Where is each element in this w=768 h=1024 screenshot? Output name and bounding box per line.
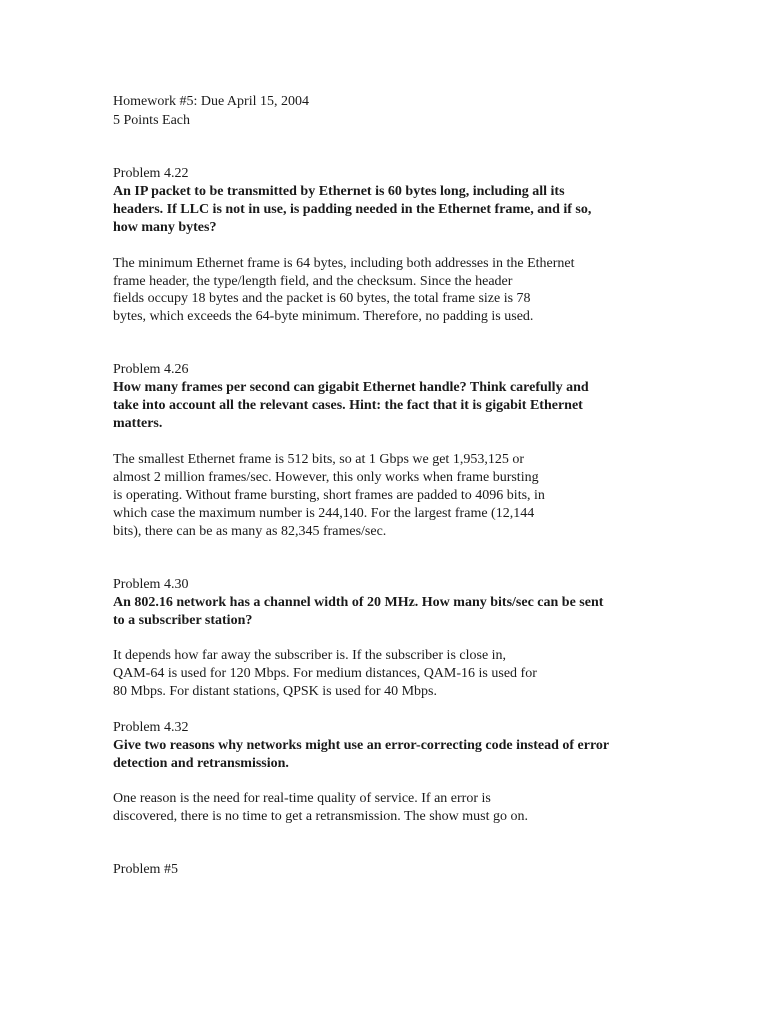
problem-question-line: An 802.16 network has a channel width of 20 MHz. How many bits/sec can be sent	[113, 595, 604, 610]
problem-answer-line: 80 Mbps. For distant stations, QPSK is used for 40 Mbps.	[113, 684, 437, 699]
problem-answer-line: QAM-64 is used for 120 Mbps. For medium distances, QAM-16 is used for	[113, 666, 537, 681]
problem-answer-line: The minimum Ethernet frame is 64 bytes, including both addresses in the Ethernet	[113, 256, 575, 271]
problem-label: Problem 4.22	[113, 166, 189, 181]
problem-answer-line: frame header, the type/length field, and the checksum. Since the header	[113, 274, 513, 289]
problem-label: Problem 4.30	[113, 577, 189, 592]
problem-answer-line: bits), there can be as many as 82,345 frames/sec.	[113, 524, 387, 539]
problem-answer-line: almost 2 million frames/sec. However, this only works when frame bursting	[113, 470, 539, 485]
problem-question-line: take into account all the relevant cases. Hint: the fact that it is gigabit Ethernet	[113, 398, 583, 413]
problem-answer-line: fields occupy 18 bytes and the packet is 60 bytes, the total frame size is 78	[113, 291, 531, 306]
problem-answer-line: is operating. Without frame bursting, short frames are padded to 4096 bits, in	[113, 488, 545, 503]
problem-question-line: how many bytes?	[113, 220, 217, 235]
problem-question-line: An IP packet to be transmitted by Ethernet is 60 bytes long, including all its	[113, 184, 565, 199]
problem-label: Problem 4.26	[113, 362, 189, 377]
problem-question-line: Give two reasons why networks might use an error-correcting code instead of error	[113, 738, 610, 753]
problem-answer-line: It depends how far away the subscriber is. If the subscriber is close in,	[113, 648, 507, 663]
problem-label: Problem 4.32	[113, 720, 189, 735]
problem-answer-line: which case the maximum number is 244,140. For the largest frame (12,144	[113, 506, 535, 521]
problem-question-line: detection and retransmission.	[113, 756, 289, 771]
points-note: 5 Points Each	[113, 113, 190, 128]
problem-answer-line: bytes, which exceeds the 64-byte minimum. Therefore, no padding is used.	[113, 309, 534, 324]
problem-answer-line: The smallest Ethernet frame is 512 bits, so at 1 Gbps we get 1,953,125 or	[113, 452, 524, 467]
problem-answer-line: One reason is the need for real-time quality of service. If an error is	[113, 791, 491, 806]
document-title: Homework #5: Due April 15, 2004	[113, 94, 309, 109]
problem-question-line: matters.	[113, 416, 163, 431]
problem-question-line: to a subscriber station?	[113, 613, 253, 628]
problem-label: Problem #5	[113, 862, 178, 877]
problem-question-line: How many frames per second can gigabit Ethernet handle? Think carefully and	[113, 380, 589, 395]
problem-question-line: headers. If LLC is not in use, is padding needed in the Ethernet frame, and if so,	[113, 202, 592, 217]
problem-answer-line: discovered, there is no time to get a retransmission. The show must go on.	[113, 809, 529, 824]
